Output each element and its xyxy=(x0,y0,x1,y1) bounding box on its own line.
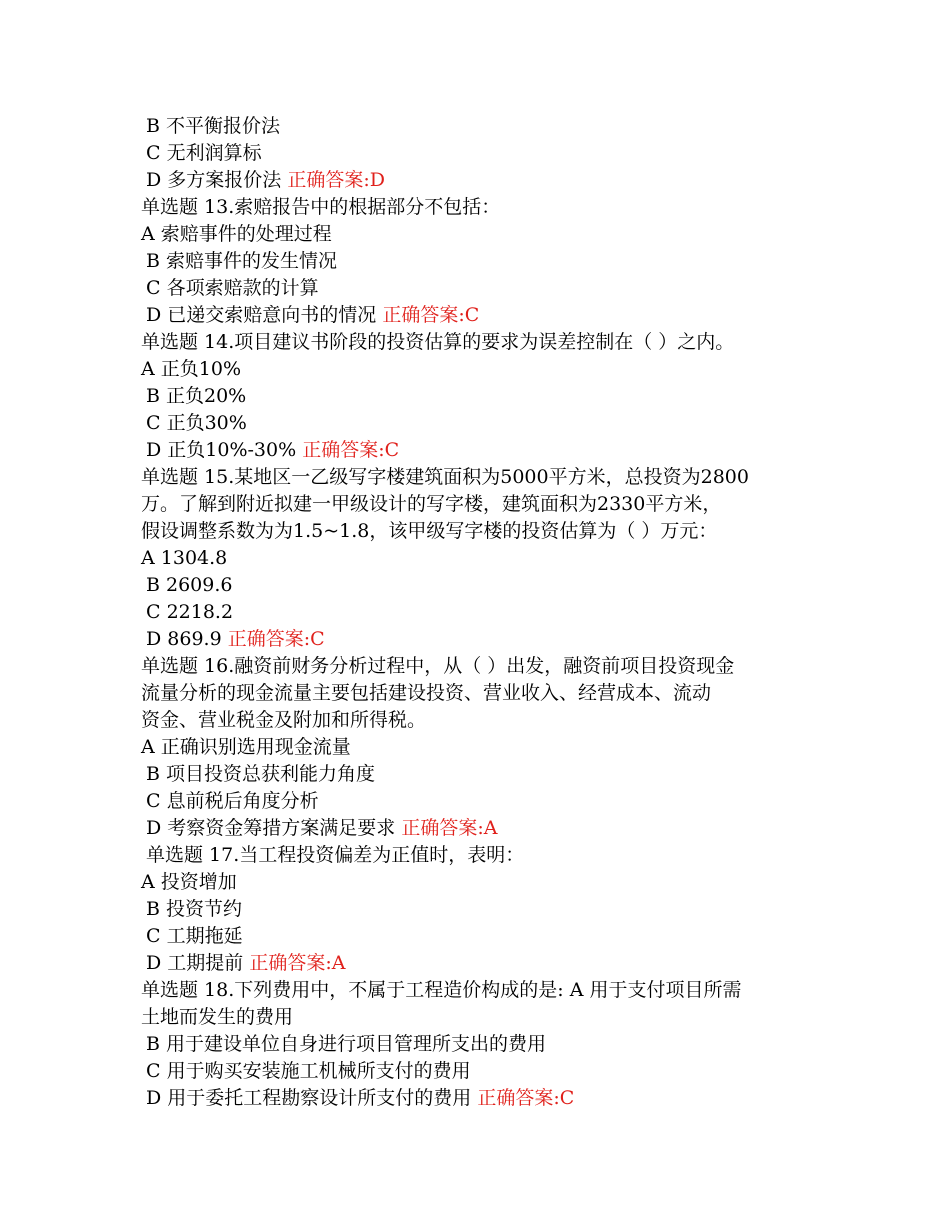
text-line xyxy=(141,815,821,842)
text-line xyxy=(141,1004,821,1031)
line-text: C 各项索赔款的计算 xyxy=(146,277,319,299)
line-text: 土地而发生的费用 xyxy=(141,1006,294,1028)
text-line xyxy=(141,653,821,680)
text-line xyxy=(141,734,821,761)
text-line xyxy=(141,842,821,869)
text-line xyxy=(141,896,821,923)
line-text: 假设调整系数为为1.5~1.8，该甲级写字楼的投资估算为（ ）万元： xyxy=(141,520,718,542)
line-text: 资金、营业税金及附加和所得税。 xyxy=(141,709,427,731)
line-text: A 1304.8 xyxy=(141,547,228,569)
text-line xyxy=(141,761,821,788)
text-line xyxy=(141,275,821,302)
line-text: B 不平衡报价法 xyxy=(146,115,281,137)
line-text: A 投资增加 xyxy=(141,871,237,893)
line-text: C 用于购买安装施工机械所支付的费用 xyxy=(146,1060,471,1082)
line-text: D 869.9 xyxy=(146,628,222,650)
text-line xyxy=(141,167,821,194)
correct-answer: 正确答案:A xyxy=(401,817,498,839)
text-line xyxy=(141,113,821,140)
text-line xyxy=(141,707,821,734)
text-line xyxy=(141,329,821,356)
line-text: 单选题 13.索赔报告中的根据部分不包括： xyxy=(141,196,501,218)
line-text: C 正负30% xyxy=(146,412,247,434)
line-text: D 正负10%-30% xyxy=(146,439,297,461)
text-line xyxy=(141,491,821,518)
text-line xyxy=(141,869,821,896)
text-line xyxy=(141,437,821,464)
text-line xyxy=(141,1031,821,1058)
line-text: A 正确识别选用现金流量 xyxy=(141,736,351,758)
line-text: D 已递交索赔意向书的情况 xyxy=(146,304,377,326)
line-text: D 用于委托工程勘察设计所支付的费用 xyxy=(146,1087,472,1109)
text-line xyxy=(141,383,821,410)
text-line xyxy=(141,518,821,545)
line-text: D 多方案报价法 xyxy=(146,169,282,191)
line-text: B 项目投资总获利能力角度 xyxy=(146,763,376,785)
text-line xyxy=(141,410,821,437)
correct-answer: 正确答案:A xyxy=(249,952,346,974)
line-text: 流量分析的现金流量主要包括建设投资、营业收入、经营成本、流动 xyxy=(141,682,712,704)
line-text: C 2218.2 xyxy=(146,601,234,623)
line-text: A 索赔事件的处理过程 xyxy=(141,223,332,245)
correct-answer: 正确答案:C xyxy=(477,1087,575,1109)
text-line xyxy=(141,923,821,950)
text-line xyxy=(141,788,821,815)
text-line xyxy=(141,545,821,572)
text-line xyxy=(141,950,821,977)
text-line xyxy=(141,680,821,707)
text-line xyxy=(141,194,821,221)
text-line xyxy=(141,356,821,383)
line-text: 单选题 17.当工程投资偏差为正值时，表明： xyxy=(146,844,525,866)
text-line xyxy=(141,1058,821,1085)
line-text: D 工期提前 xyxy=(146,952,244,974)
text-line xyxy=(141,464,821,491)
line-text: B 索赔事件的发生情况 xyxy=(146,250,338,272)
text-line xyxy=(141,248,821,275)
line-text: 单选题 16.融资前财务分析过程中，从（ ）出发，融资前项目投资现金 xyxy=(141,655,735,677)
document-page xyxy=(141,113,821,1112)
line-text: B 用于建设单位自身进行项目管理所支出的费用 xyxy=(146,1033,547,1055)
text-line xyxy=(141,572,821,599)
line-text: A 正负10% xyxy=(141,358,241,380)
text-line xyxy=(141,977,821,1004)
text-line xyxy=(141,221,821,248)
text-line xyxy=(141,140,821,167)
line-text: B 正负20% xyxy=(146,385,247,407)
correct-answer: 正确答案:D xyxy=(287,169,385,191)
line-text: 万。了解到附近拟建一甲级设计的写字楼，建筑面积为2330平方米， xyxy=(141,493,722,515)
correct-answer: 正确答案:C xyxy=(302,439,400,461)
correct-answer: 正确答案:C xyxy=(382,304,480,326)
text-line xyxy=(141,302,821,329)
line-text: 单选题 15.某地区一乙级写字楼建筑面积为5000平方米，总投资为2800 xyxy=(141,466,749,488)
text-line xyxy=(141,1085,821,1112)
line-text: D 考察资金筹措方案满足要求 xyxy=(146,817,396,839)
correct-answer: 正确答案:C xyxy=(227,628,325,650)
line-text: C 工期拖延 xyxy=(146,925,243,947)
line-text: C 无利润算标 xyxy=(146,142,262,164)
text-line xyxy=(141,599,821,626)
line-text: 单选题 14.项目建议书阶段的投资估算的要求为误差控制在（ ）之内。 xyxy=(141,331,735,353)
text-line xyxy=(141,626,821,653)
line-text: 单选题 18.下列费用中，不属于工程造价构成的是: A 用于支付项目所需 xyxy=(141,979,742,1001)
line-text: B 投资节约 xyxy=(146,898,243,920)
line-text: C 息前税后角度分析 xyxy=(146,790,319,812)
line-text: B 2609.6 xyxy=(146,574,233,596)
